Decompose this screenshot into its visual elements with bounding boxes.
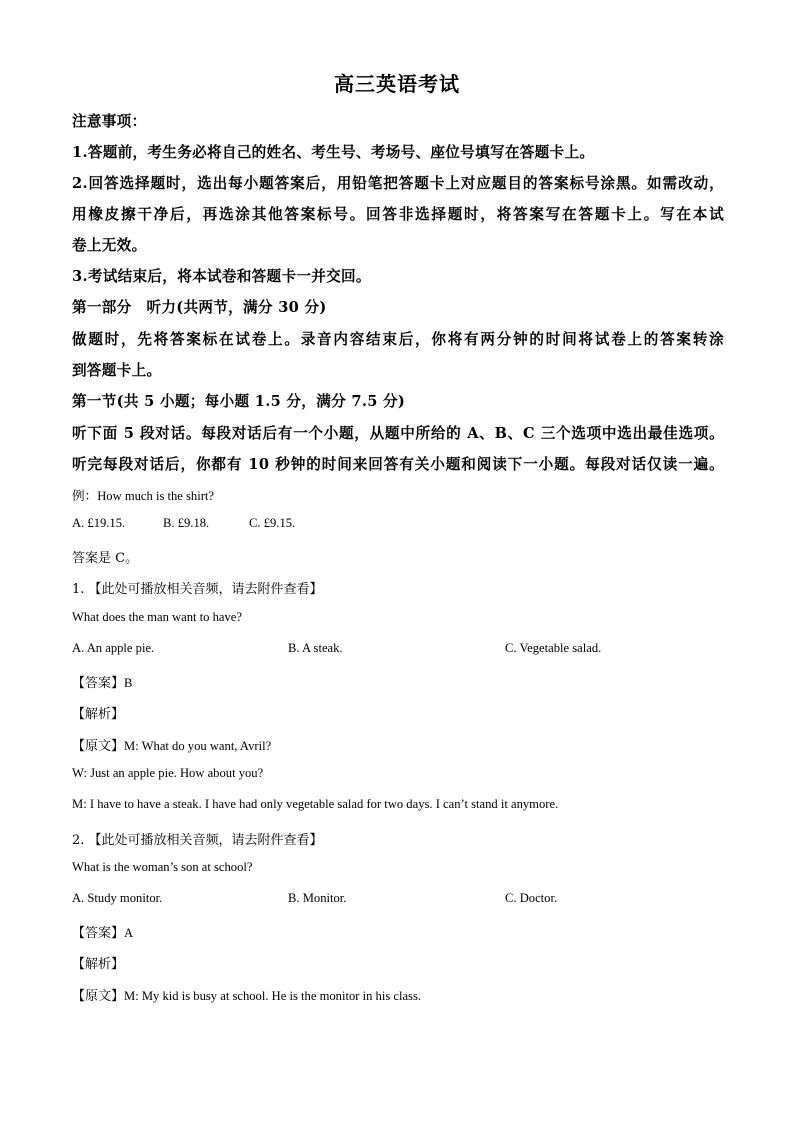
- question-2-option-a: A. Study monitor.: [72, 891, 163, 905]
- answer-value: B: [124, 676, 133, 690]
- question-1-header: 1. 【此处可播放相关音频，请去附件查看】: [72, 582, 323, 597]
- notice-item-1: 1.答题前，考生务必将自己的姓名、考生号、考场号、座位号填写在答题卡上。: [72, 144, 595, 161]
- question-2-analysis: [72, 953, 724, 972]
- answer-tag: 【答案】: [72, 676, 125, 691]
- page-title: 高三英语考试: [334, 72, 460, 96]
- question-1-option-a: A. An apple pie.: [72, 641, 155, 655]
- example-answer: 答案是 C。: [72, 551, 139, 566]
- question-2-answer: [72, 922, 724, 941]
- notice-heading: 注意事项：: [72, 113, 147, 130]
- question-1-analysis: [72, 703, 724, 722]
- question-2-option-b: B. Monitor.: [288, 891, 347, 905]
- notice-item-2-line-1: 2.回答选择题时，选出每小题答案后，用铅笔把答题卡上对应题目的答案标号涂黑。如需改动，: [72, 175, 724, 192]
- question-2-header: 2. 【此处可播放相关音频，请去附件查看】: [72, 833, 323, 848]
- section1-intro-line-1: 听下面 5 段对话。每段对话后有一个小题，从题中所给的 A、B、C 三个选项中选出最佳选项。: [72, 425, 724, 442]
- question-1-transcript-line-1: [72, 735, 724, 754]
- answer-value: A: [124, 926, 134, 940]
- example-option-c: C. £9.15.: [249, 516, 296, 530]
- answer-tag: 【答案】: [72, 926, 125, 941]
- question-2-option-c: C. Doctor.: [505, 891, 558, 905]
- question-1-option-b: B. A steak.: [288, 641, 343, 655]
- example-question: 例：How much is the shirt?: [72, 489, 215, 503]
- question-1-transcript-line-3: M: I have to have a steak. I have had only vegetable salad for two days. I can’t stand it anymore.: [72, 797, 559, 811]
- question-1-text: What does the man want to have?: [72, 610, 242, 624]
- part1-intro-line-2: 到答题卡上。: [72, 362, 162, 379]
- question-1-transcript-line-2: W: Just an apple pie. How about you?: [72, 766, 264, 780]
- part1-intro-line-1: 做题时，先将答案标在试卷上。录音内容结束后，你将有两分钟的时间将试卷上的答案转涂: [72, 331, 724, 348]
- analysis-tag: 【解析】: [72, 957, 125, 972]
- question-2-transcript-line-1: [72, 985, 724, 1004]
- transcript-text: M: What do you want, Avril?: [124, 739, 272, 753]
- transcript-tag: 【原文】: [72, 989, 125, 1004]
- section1-heading: 第一节(共 5 小题；每小题 1.5 分，满分 7.5 分): [72, 393, 406, 410]
- example-option-b: B. £9.18.: [163, 516, 210, 530]
- analysis-tag: 【解析】: [72, 707, 125, 722]
- section1-intro-line-2: 听完每段对话后，你都有 10 秒钟的时间来回答有关小题和阅读下一小题。每段对话仅读一遍。: [72, 456, 724, 473]
- example-option-a: A. £19.15.: [72, 516, 126, 530]
- notice-item-2-line-2: 用橡皮擦干净后，再选涂其他答案标号。回答非选择题时，将答案写在答题卡上。写在本试: [72, 206, 724, 223]
- question-2-text: What is the woman’s son at school?: [72, 860, 253, 874]
- notice-item-3: 3.考试结束后，将本试卷和答题卡一并交回。: [72, 268, 371, 285]
- transcript-tag: 【原文】: [72, 739, 125, 754]
- part1-heading: 第一部分 听力(共两节，满分 30 分): [72, 299, 327, 316]
- question-1-option-c: C. Vegetable salad.: [505, 641, 602, 655]
- transcript-text: M: My kid is busy at school. He is the monitor in his class.: [124, 989, 422, 1003]
- question-1-answer: [72, 672, 724, 691]
- notice-item-2-line-3: 卷上无效。: [72, 237, 147, 254]
